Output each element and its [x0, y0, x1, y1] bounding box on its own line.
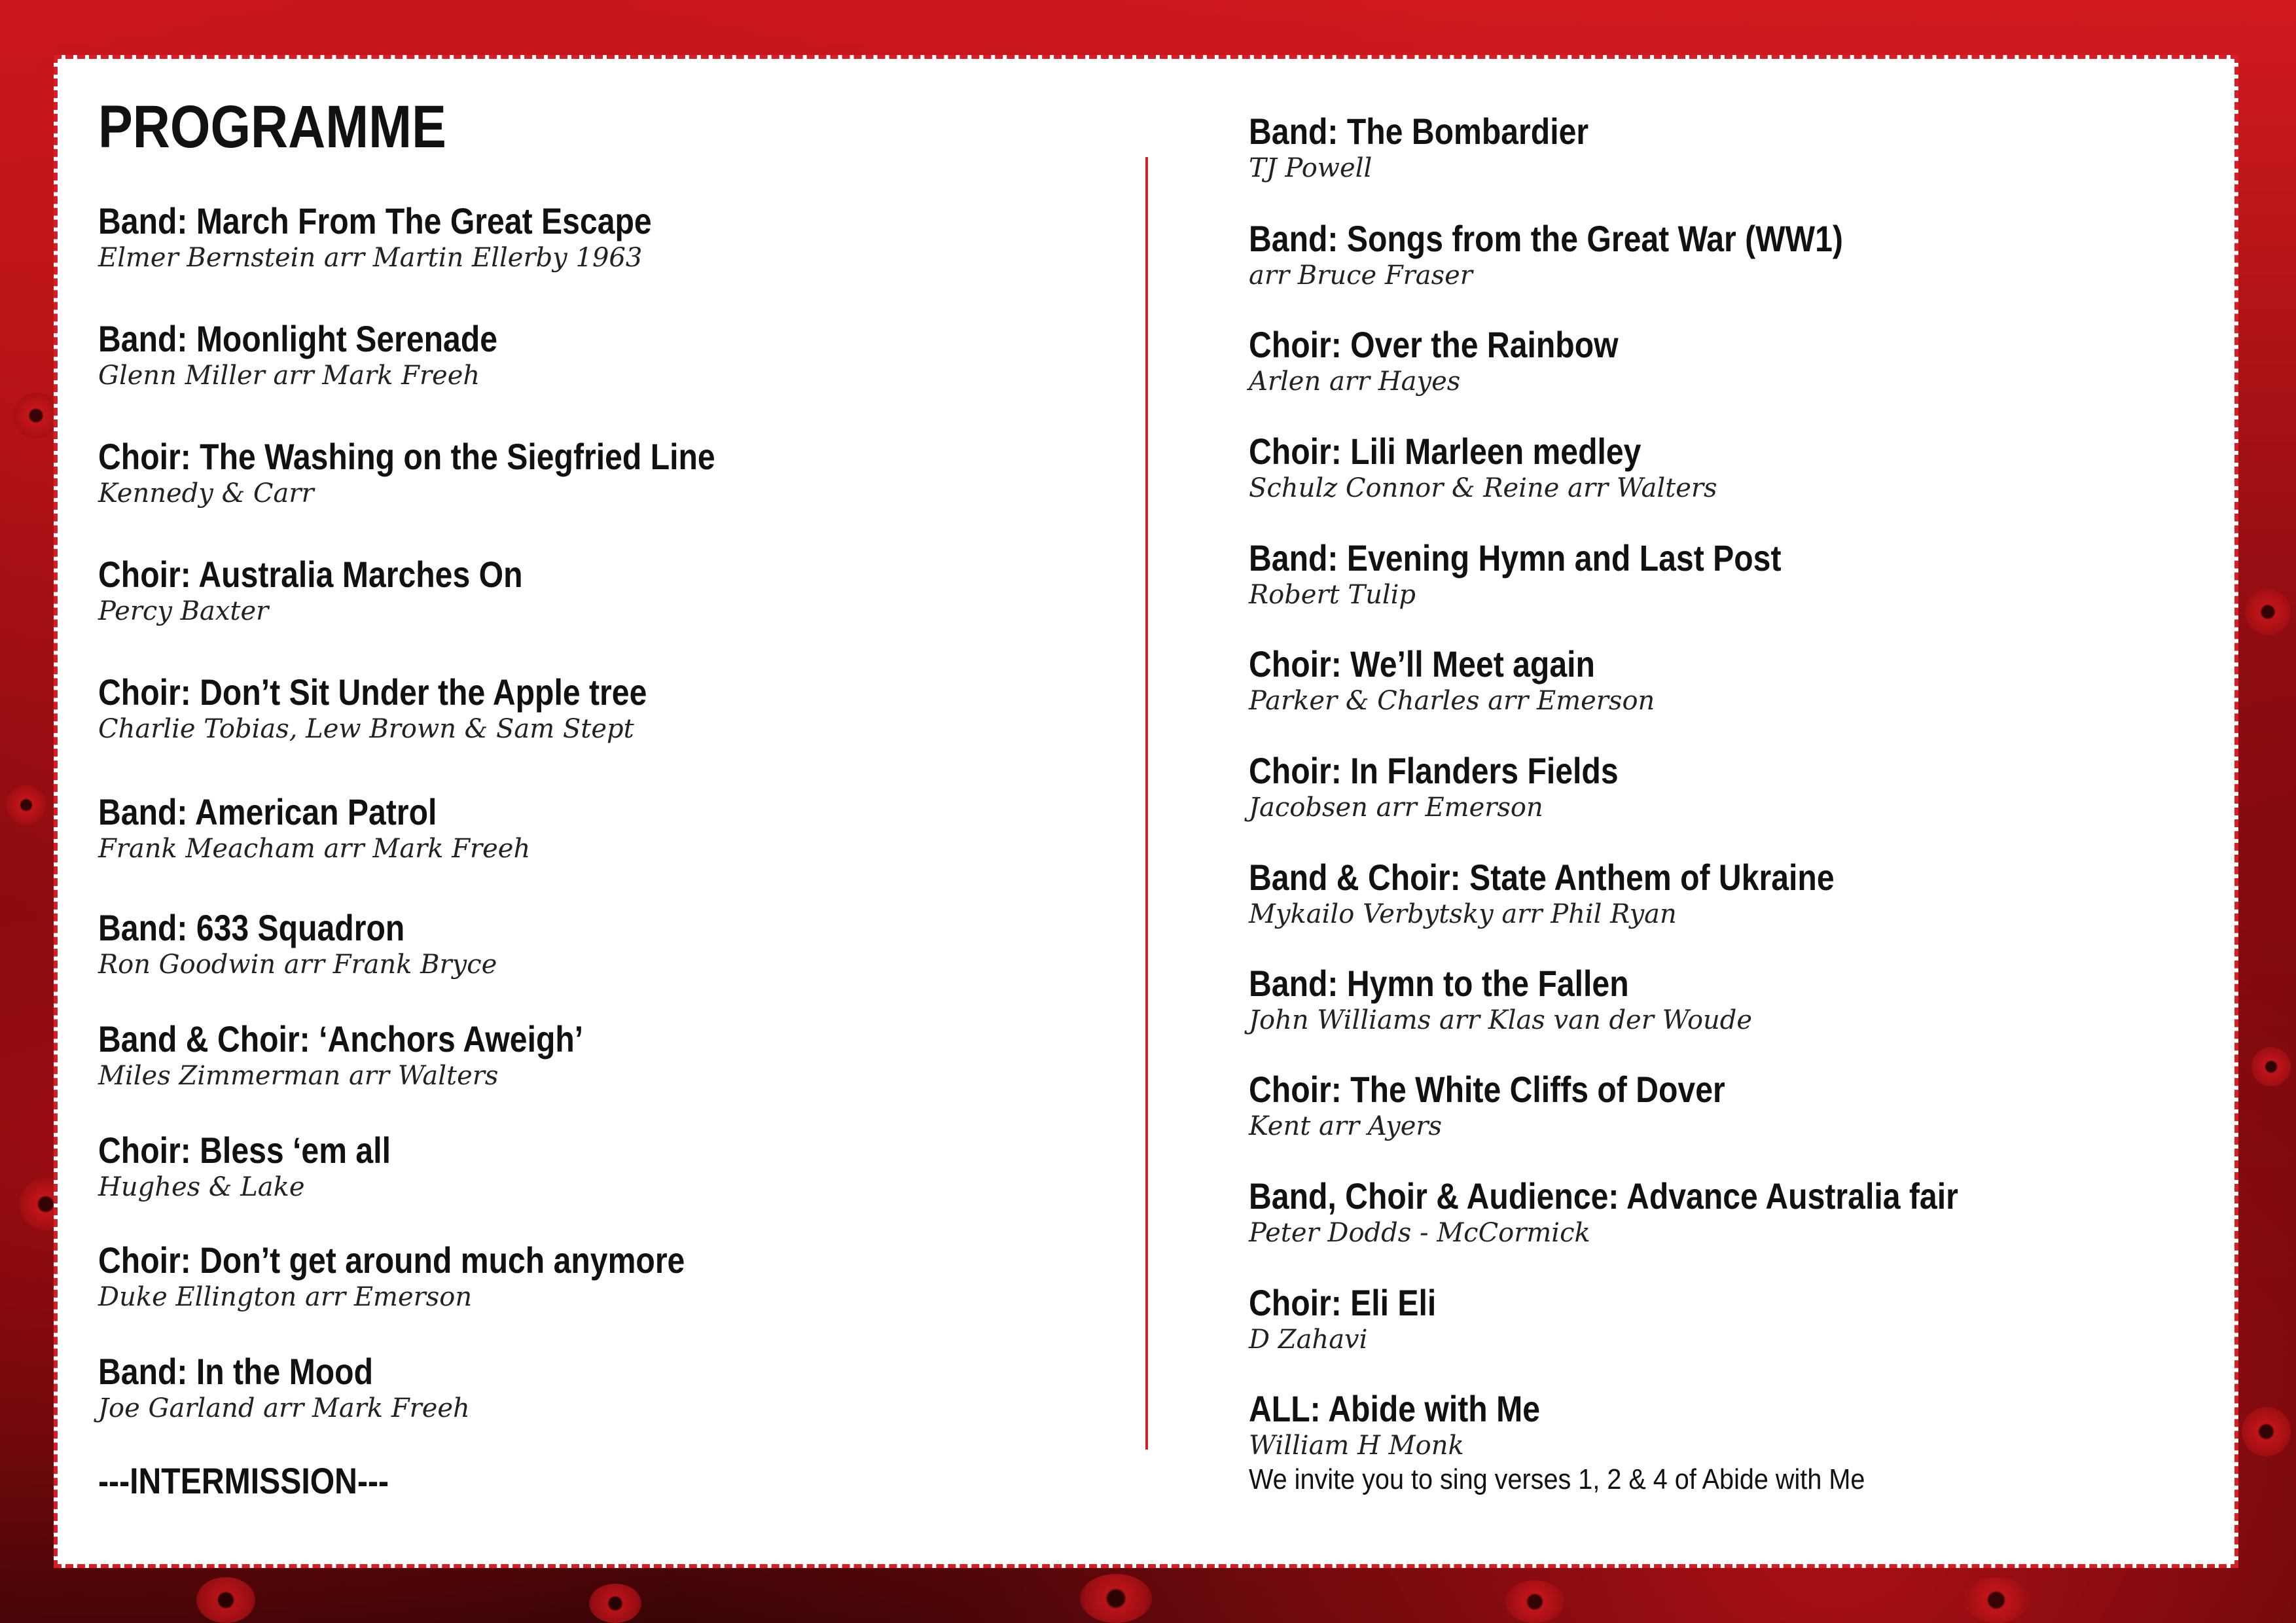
item-credit: Elmer Bernstein arr Martin Ellerby 1963: [98, 243, 643, 273]
programme-item: [98, 791, 530, 865]
programme-item: [98, 1129, 439, 1204]
item-title: ALL: Abide with Me: [1249, 1388, 1540, 1429]
item-title: Choir: Eli Eli: [1249, 1282, 1437, 1323]
programme-item: [1249, 110, 1644, 185]
item-title: Choir: The Washing on the Siegfried Line: [98, 436, 715, 477]
item-credit: Peter Dodds - McCormick: [1249, 1218, 1590, 1248]
item-credit: Frank Meacham arr Mark Freeh: [98, 834, 531, 864]
programme-item: [98, 1018, 662, 1092]
item-title: Band: In the Mood: [98, 1351, 373, 1392]
page-title: PROGRAMME: [98, 94, 446, 160]
programme-item: [1249, 1068, 1803, 1143]
item-credit: Kennedy & Carr: [98, 478, 314, 508]
programme-item: [98, 671, 736, 745]
poppy-decoration: [2245, 589, 2291, 635]
item-title: Band: Songs from the Great War (WW1): [1249, 218, 1843, 259]
programme-item: [1249, 643, 1655, 717]
programme-item: [1249, 1387, 1933, 1497]
poppy-decoration: [1964, 1577, 2029, 1623]
programme-item: [1249, 430, 1717, 505]
poppy-decoration: [13, 393, 59, 438]
item-credit: Schulz Connor & Reine arr Walters: [1249, 473, 1717, 503]
poppy-decoration: [7, 785, 46, 825]
item-title: Band: March From The Great Escape: [98, 200, 652, 241]
item-credit: Robert Tulip: [1249, 580, 1416, 610]
item-credit: Ron Goodwin arr Frank Bryce: [98, 950, 497, 980]
programme-item: [1249, 217, 1940, 292]
poppy-decoration: [1080, 1574, 1152, 1623]
intermission-label: ---INTERMISSION---: [98, 1460, 389, 1501]
programme-item: [98, 435, 816, 510]
item-title: Choir: Don’t Sit Under the Apple tree: [98, 671, 647, 713]
programme-item: [1249, 1281, 1467, 1356]
programme-item: [98, 906, 497, 981]
poppy-decoration: [2251, 1047, 2291, 1086]
item-note: We invite you to sing verses 1, 2 & 4 of Abide with Me: [1249, 1463, 1865, 1495]
item-title: Band: Moonlight Serenade: [98, 318, 498, 359]
item-title: Band & Choir: ‘Anchors Aweigh’: [98, 1018, 584, 1060]
item-credit: Kent arr Ayers: [1249, 1111, 1443, 1141]
item-title: Band: Evening Hymn and Last Post: [1249, 537, 1782, 579]
item-title: Choir: Over the Rainbow: [1249, 324, 1619, 365]
poppy-decoration: [196, 1577, 255, 1623]
item-credit: Hughes & Lake: [98, 1172, 305, 1202]
item-credit: Percy Baxter: [98, 596, 269, 626]
programme-item: [1249, 323, 1679, 398]
item-credit: Joe Garland arr Mark Freeh: [98, 1393, 470, 1423]
programme-item: [98, 1239, 780, 1313]
item-title: Band: Hymn to the Fallen: [1249, 963, 1629, 1004]
item-credit: Mykailo Verbytsky arr Phil Ryan: [1249, 899, 1677, 929]
item-title: Choir: Lili Marleen medley: [1249, 431, 1641, 472]
programme-item: [98, 317, 562, 392]
programme-item: [98, 1350, 470, 1425]
item-credit: Glenn Miller arr Mark Freeh: [98, 361, 480, 391]
item-title: Band, Choir & Audience: Advance Australia fair: [1249, 1175, 1958, 1217]
item-credit: Jacobsen arr Emerson: [1249, 793, 1543, 823]
item-title: Choir: We’ll Meet again: [1249, 643, 1595, 685]
item-credit: John Williams arr Klas van der Woude: [1249, 1005, 1753, 1035]
programme-item: [98, 200, 742, 274]
item-credit: William H Monk: [1249, 1431, 1464, 1461]
programme-item: [1249, 962, 1752, 1037]
item-title: Band: 633 Squadron: [98, 907, 405, 948]
item-title: Choir: In Flanders Fields: [1249, 750, 1619, 791]
programme-item: [1249, 856, 1929, 931]
programme-item: [1249, 749, 1679, 824]
item-title: Choir: Don’t get around much anymore: [98, 1240, 685, 1281]
programme-item: [1249, 537, 1868, 611]
item-credit: TJ Powell: [1249, 153, 1372, 183]
item-title: Choir: Bless ‘em all: [98, 1130, 391, 1171]
programme-item: [1249, 1175, 2073, 1249]
item-title: Band: American Patrol: [98, 791, 437, 832]
item-credit: Parker & Charles arr Emerson: [1249, 686, 1655, 716]
poppy-decoration: [2242, 1407, 2291, 1456]
item-credit: Arlen arr Hayes: [1249, 366, 1461, 397]
poppy-decoration: [1505, 1580, 1564, 1623]
item-title: Choir: The White Cliffs of Dover: [1249, 1069, 1725, 1110]
item-credit: Charlie Tobias, Lew Brown & Sam Stept: [98, 714, 634, 744]
item-credit: D Zahavi: [1249, 1325, 1368, 1355]
item-credit: Miles Zimmerman arr Walters: [98, 1061, 499, 1091]
item-credit: Duke Ellington arr Emerson: [98, 1282, 473, 1312]
item-title: Band: The Bombardier: [1249, 111, 1589, 152]
item-title: Band & Choir: State Anthem of Ukraine: [1249, 857, 1835, 898]
programme-item: [98, 553, 592, 628]
item-title: Choir: Australia Marches On: [98, 554, 523, 595]
poppy-decoration: [589, 1584, 641, 1623]
column-divider: [1145, 157, 1148, 1450]
item-credit: arr Bruce Fraser: [1249, 260, 1473, 291]
